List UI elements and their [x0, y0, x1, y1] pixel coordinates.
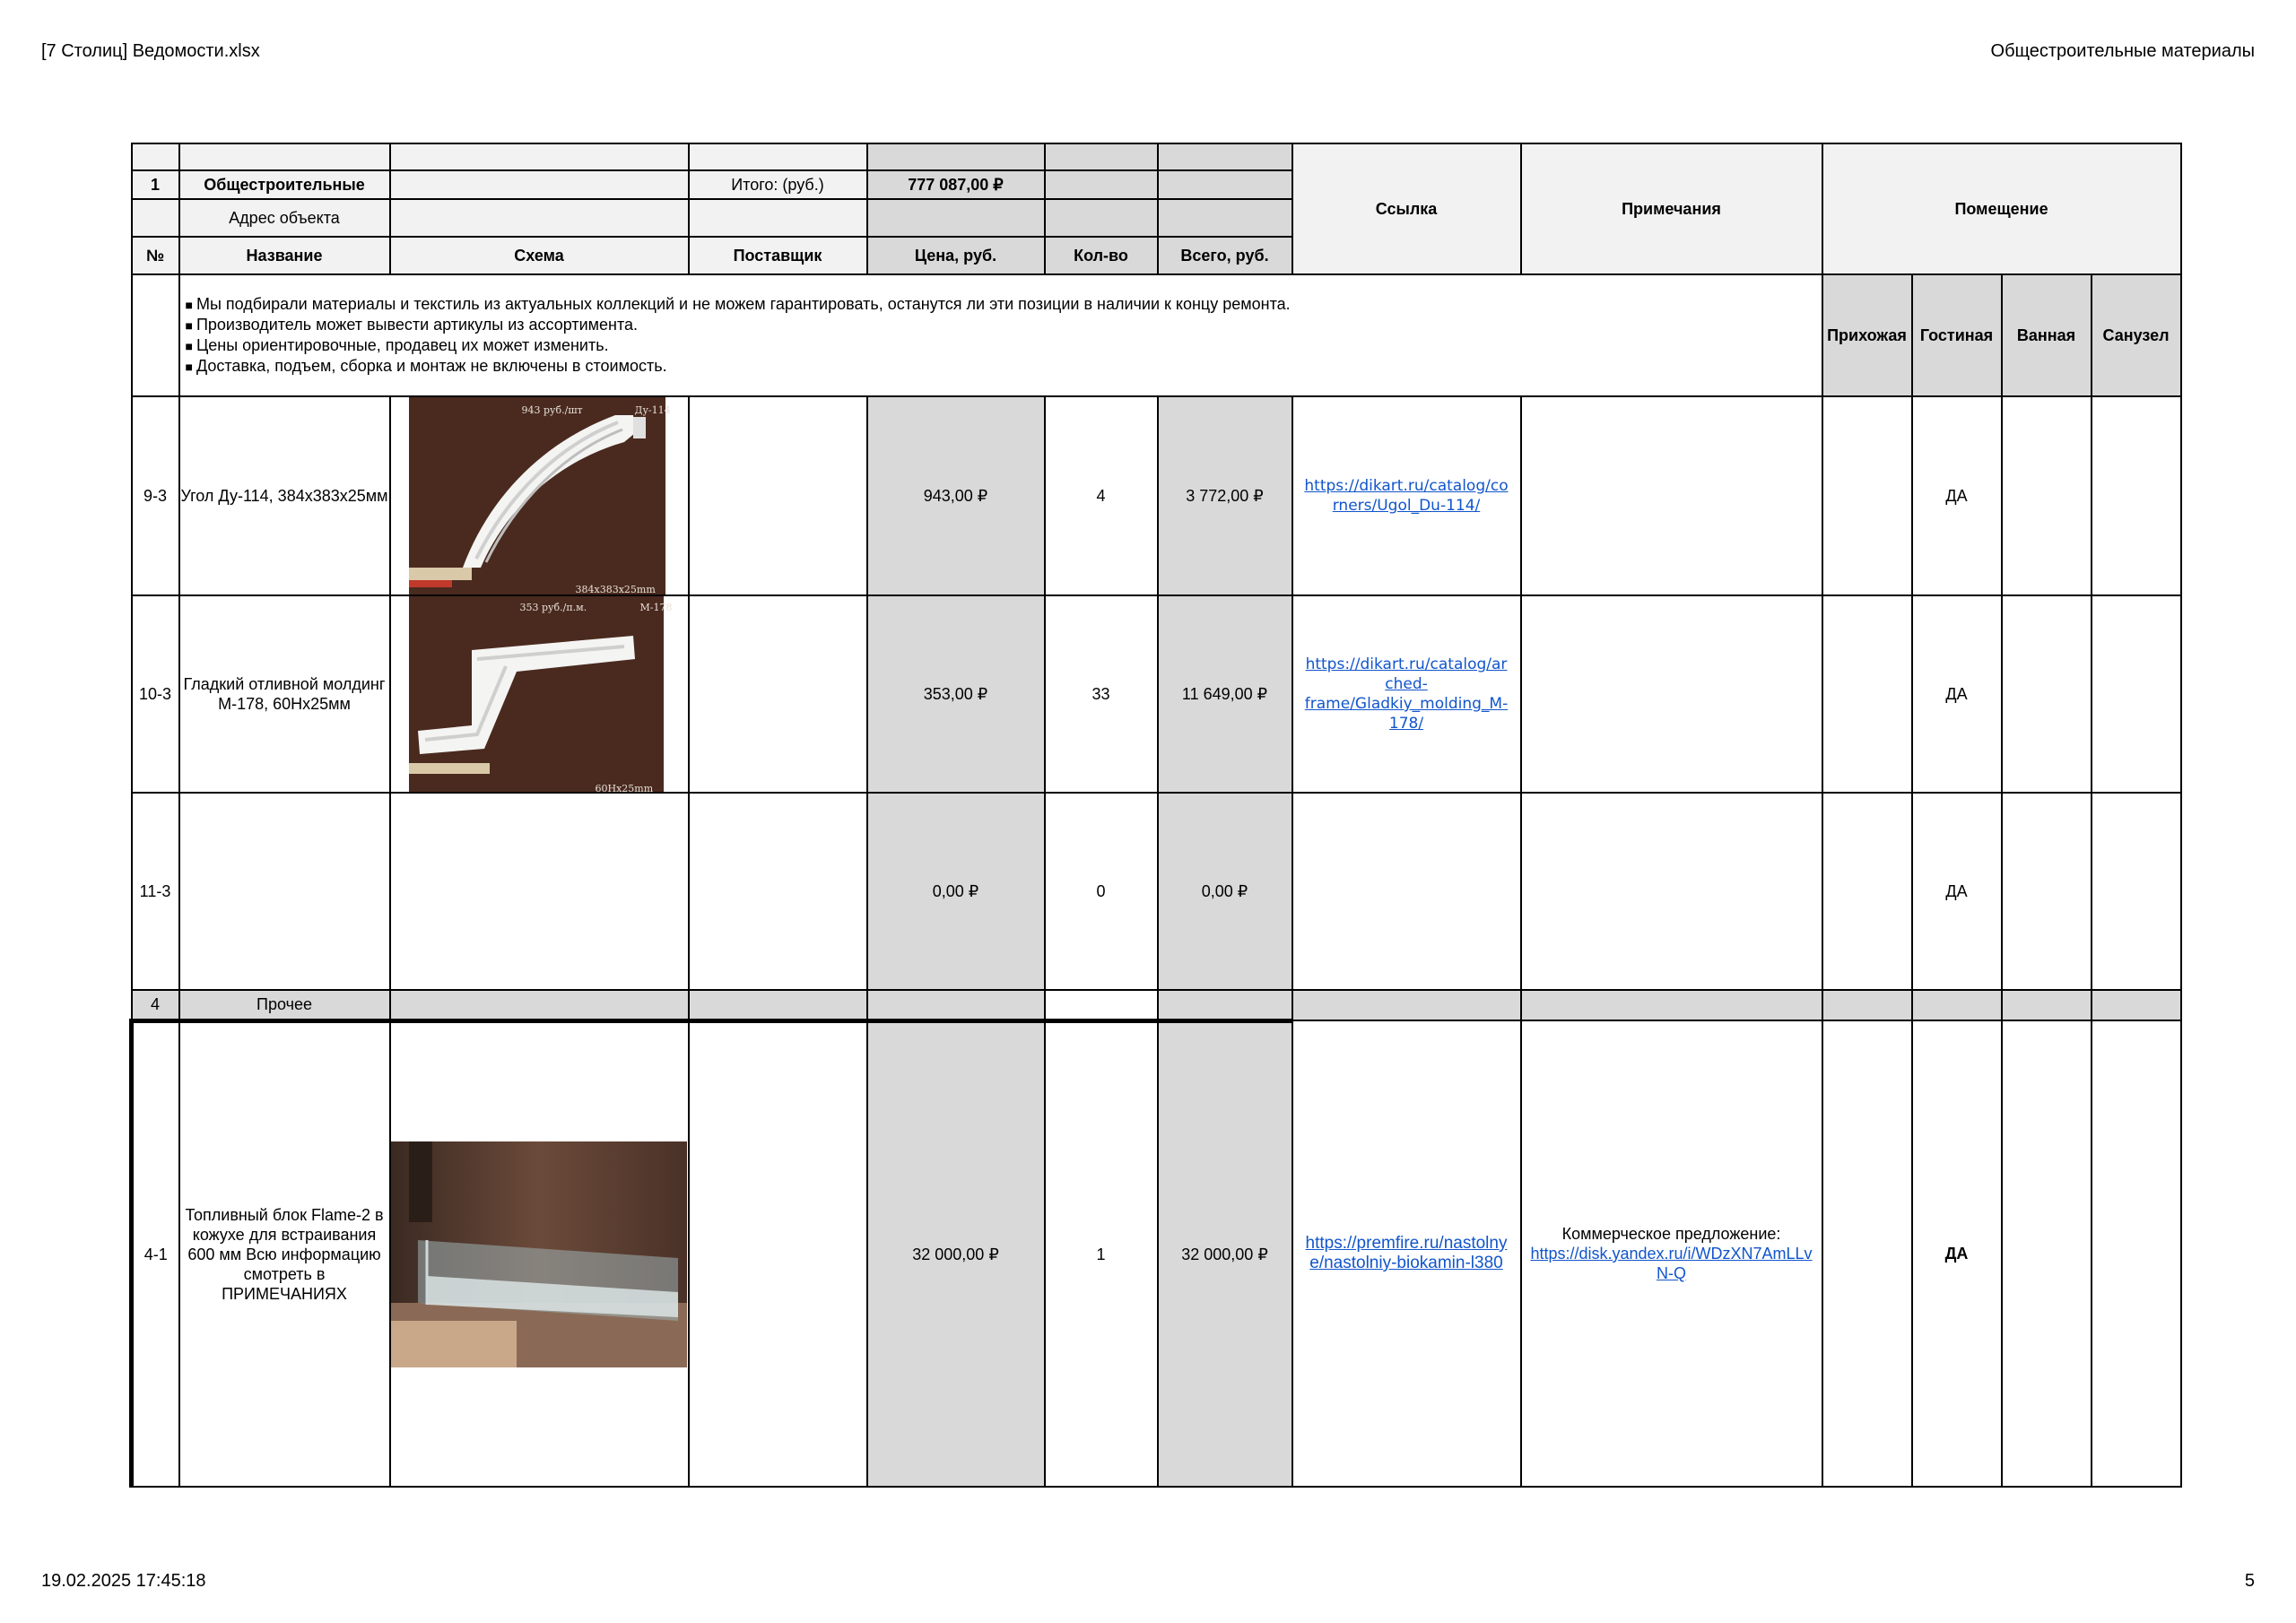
- note-item: ■ Мы подбирали материалы и текстиль из актуальных коллекций и не можем гарантировать, останутся ли эти позиции в наличии к концу ремонта.: [185, 295, 1291, 313]
- room-living-mark: ДА: [1912, 793, 2002, 990]
- total-cell: 0,00 ₽: [1158, 793, 1292, 990]
- sheet-title: Общестроительные материалы: [1990, 41, 2255, 61]
- total-cell: 11 649,00 ₽: [1158, 595, 1292, 793]
- qty-cell: 1: [1045, 1020, 1158, 1487]
- qty-cell: 33: [1045, 595, 1158, 793]
- commercial-offer-note: Коммерческое предложение: https://disk.yandex.ru/i/WDzXN7AmLLvN-Q: [1521, 1020, 1822, 1487]
- molding-profile-icon: [409, 596, 664, 792]
- biofireplace-icon: [391, 1141, 687, 1367]
- notes-row: [132, 274, 2181, 396]
- col-header-total: Всего, руб.: [1158, 237, 1292, 274]
- price-cell: 353,00 ₽: [867, 595, 1045, 793]
- pic-size-label: 384x383x25mm: [575, 584, 656, 595]
- item-name: Угол Ду-114, 384x383x25мм: [179, 396, 390, 595]
- col-header-name: Название: [179, 237, 390, 274]
- total-label: Итого: (руб.): [689, 170, 867, 199]
- room-living-mark: ДА: [1912, 1020, 2002, 1487]
- item-name: Гладкий отливной молдинг М-178, 60Нх25мм: [179, 595, 390, 793]
- item-name: Топливный блок Flame-2 в кожухе для встраивания 600 мм Всю информацию смотреть в ПРИМЕЧАНИЯХ: [179, 1020, 390, 1487]
- note-item: ■ Производитель может вывести артикулы из ассортимента.: [185, 316, 639, 334]
- col-header-no: №: [132, 237, 179, 274]
- room-header-living: Гостиная: [1912, 274, 2002, 396]
- corner-molding-icon: [409, 397, 665, 595]
- qty-cell: 0: [1045, 793, 1158, 990]
- col-header-qty: Кол-во: [1045, 237, 1158, 274]
- address-label: Адрес объекта: [179, 199, 390, 237]
- product-link[interactable]: https://dikart.ru/catalog/arched-frame/Gladkiy_molding_M-178/: [1292, 595, 1521, 793]
- price-cell: 32 000,00 ₽: [867, 1020, 1045, 1487]
- pic-size-label: 60Hx25mm: [595, 783, 654, 793]
- section-number: 1: [132, 170, 179, 199]
- row-number: 10-3: [132, 595, 179, 793]
- print-timestamp: 19.02.2025 17:45:18: [41, 1571, 206, 1591]
- file-title: [7 Столиц] Ведомости.xlsx: [41, 41, 260, 61]
- row-number: 9-3: [132, 396, 179, 595]
- row-number: 4-1: [132, 1020, 179, 1487]
- header-row-blank: [132, 143, 2181, 170]
- note-item: ■ Цены ориентировочные, продавец их может изменить.: [185, 336, 609, 354]
- estimate-table: [129, 143, 2182, 1488]
- product-link[interactable]: [1292, 793, 1521, 990]
- pic-price-label: 353 руб./п.м.: [519, 602, 587, 613]
- section-number: 4: [132, 990, 179, 1020]
- fireplace-product-image: [391, 1141, 687, 1367]
- table-row: [132, 1020, 2181, 1487]
- col-header-scheme: Схема: [390, 237, 689, 274]
- room-header-bathroom: Ванная: [2002, 274, 2092, 396]
- molding-product-image: [409, 596, 673, 793]
- price-cell: 0,00 ₽: [867, 793, 1045, 990]
- commercial-offer-link[interactable]: https://disk.yandex.ru/i/WDzXN7AmLLvN-Q: [1530, 1245, 1813, 1282]
- section-row: [132, 990, 2181, 1020]
- section-name: Общестроительные: [179, 170, 390, 199]
- page-number: 5: [2244, 1571, 2255, 1591]
- total-cell: 3 772,00 ₽: [1158, 396, 1292, 595]
- col-header-price: Цена, руб.: [867, 237, 1045, 274]
- note-item: ■ Доставка, подъем, сборка и монтаж не включены в стоимость.: [185, 357, 667, 375]
- price-cell: 943,00 ₽: [867, 396, 1045, 595]
- item-name: [179, 793, 390, 990]
- table-row: [132, 396, 2181, 595]
- row-number: 11-3: [132, 793, 179, 990]
- room-header-toilet: Санузел: [2092, 274, 2181, 396]
- qty-cell: 4: [1045, 396, 1158, 595]
- total-cell: 32 000,00 ₽: [1158, 1020, 1292, 1487]
- table-row: [132, 793, 2181, 990]
- section-name: Прочее: [179, 990, 390, 1020]
- room-living-mark: ДА: [1912, 595, 2002, 793]
- pic-code-label: М-178: [639, 602, 673, 613]
- corner-product-image: [409, 397, 671, 595]
- col-header-room: Помещение: [1822, 143, 2181, 274]
- room-header-hallway: Прихожая: [1822, 274, 1912, 396]
- col-header-link: Ссылка: [1292, 143, 1521, 274]
- col-header-supplier: Поставщик: [689, 237, 867, 274]
- product-link[interactable]: https://dikart.ru/catalog/corners/Ugol_Du-114/: [1292, 396, 1521, 595]
- room-living-mark: ДА: [1912, 396, 2002, 595]
- col-header-notes: Примечания: [1521, 143, 1822, 274]
- total-value: 777 087,00 ₽: [867, 170, 1045, 199]
- pic-price-label: 943 руб./шт: [521, 404, 583, 416]
- disclaimer-notes: [179, 274, 1822, 396]
- table-row: [132, 595, 2181, 793]
- pic-code-label: Ду-114: [634, 404, 671, 416]
- product-link[interactable]: https://premfire.ru/nastolnye/nastolniy-biokamin-l380: [1292, 1020, 1521, 1487]
